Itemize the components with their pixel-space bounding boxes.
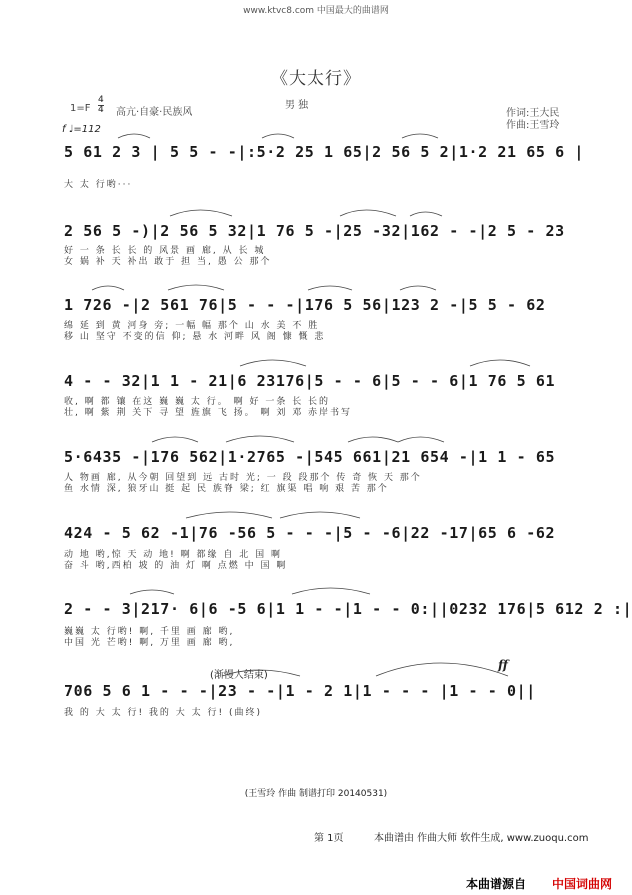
key-signature: 1=F bbox=[70, 103, 91, 114]
source-site: 中国词曲网 bbox=[552, 877, 613, 891]
lyric-line: 巍巍 太 行哟! 啊, 千里 画 廊 哟, bbox=[64, 627, 235, 637]
ritardando-mark: (渐慢人结束) bbox=[210, 670, 268, 681]
lyric-line: 我 的 大 太 行! 我的 大 太 行! (曲终) bbox=[64, 708, 262, 718]
source-label: 本曲谱源自 bbox=[466, 877, 527, 891]
generator-note: 本曲谱由 作曲大师 软件生成, www.zuoqu.com bbox=[374, 833, 589, 844]
engraver-credit: (王雪玲 作曲 制谱打印 20140531) bbox=[244, 789, 388, 799]
lyric-line: 女 娲 补 天 补出 敢于 担 当, 愚 公 那个 bbox=[64, 257, 272, 267]
tempo-mark: f ♩=112 bbox=[62, 124, 101, 135]
notes-line: 5 61 2 3 | 5 5 - -|:5·2 25 1 65|2 56 5 2|1·2 21 65 6 | bbox=[64, 143, 585, 161]
notes-line: 5·6435 -|176 562|1·2765 -|545 661|21 654 -|1 1 - 65 bbox=[64, 448, 556, 466]
page-number: 第 1页 bbox=[314, 833, 344, 844]
lyric-line: 人 物画 廊, 从今朝 回望到 远 古时 光; 一 段 段那个 传 奇 恢 天 那个 bbox=[64, 473, 422, 483]
site-header: www.ktvc8.com 中国最大的曲谱网 bbox=[243, 6, 389, 16]
dynamic-ff: ff bbox=[498, 658, 508, 672]
style-note: 高亢·自豪·民族风 bbox=[116, 107, 193, 118]
lyric-line: 鱼 水情 深, 狼牙山 挺 起 民 族脊 梁; 红 旗渠 唱 响 艰 苦 那个 bbox=[64, 484, 389, 494]
lyricist: 作词:王大民 bbox=[506, 108, 560, 119]
lyric-line: 壮, 啊 紫 荆 关下 寻 望 旌旗 飞 扬。 啊 刘 邓 赤岸书写 bbox=[64, 408, 353, 418]
lyric-line: 移 山 坚守 不变的信 仰; 悬 水 河畔 风 阁 慷 慨 悲 bbox=[64, 332, 326, 342]
notes-line: 424 - 5 62 -1|76 -56 5 - - -|5 - -6|22 -17|65 6 -62 bbox=[64, 524, 556, 542]
composer: 作曲:王雪玲 bbox=[506, 120, 560, 131]
lyric-line: 大 太 行哟··· bbox=[64, 180, 133, 190]
lyric-line: 动 地 哟,惊 天 动 地! 啊 都缘 自 北 国 啊 bbox=[64, 550, 282, 560]
lyric-line: 绵 延 到 黄 河身 旁; 一幅 幅 那个 山 水 美 不 胜 bbox=[64, 321, 320, 331]
lyric-line: 中国 光 芒哟! 啊, 万里 画 廊 哟, bbox=[64, 638, 235, 648]
lyric-line: 收, 啊 都 镶 在这 巍 巍 太 行。 啊 好 一条 长 长的 bbox=[64, 397, 331, 407]
notes-line: 1 726 -|2 561 76|5 - - -|176 5 56|123 2 -|5 5 - 62 bbox=[64, 296, 546, 314]
song-title: 《大太行》 bbox=[271, 69, 361, 89]
notes-line: 4 - - 32|1 1 - 21|6 23176|5 - - 6|5 - - 6|1 76 5 61 bbox=[64, 372, 556, 390]
meter-bottom: 4 bbox=[98, 105, 104, 115]
lyric-line: 奋 斗 哟,西柏 坡 的 油 灯 啊 点燃 中 国 啊 bbox=[64, 561, 288, 571]
meter-top: 4 bbox=[98, 95, 104, 105]
lyric-line: 好 一 条 长 长 的 风景 画 廊, 从 长 城 bbox=[64, 246, 266, 256]
notes-line: 2 56 5 -)|2 56 5 32|1 76 5 -|25 -32|162 - -|2 5 - 23 bbox=[64, 222, 565, 240]
performer: 男 独 bbox=[285, 100, 309, 111]
notes-line: 2 - - 3|217· 6|6 -5 6|1 1 - -|1 - - 0:||0232 176|5 612 2 :| bbox=[64, 600, 632, 618]
notes-line: 706 5 6 1 - - -|23 - -|1 - 2 1|1 - - - |1 - - 0|| bbox=[64, 682, 536, 700]
